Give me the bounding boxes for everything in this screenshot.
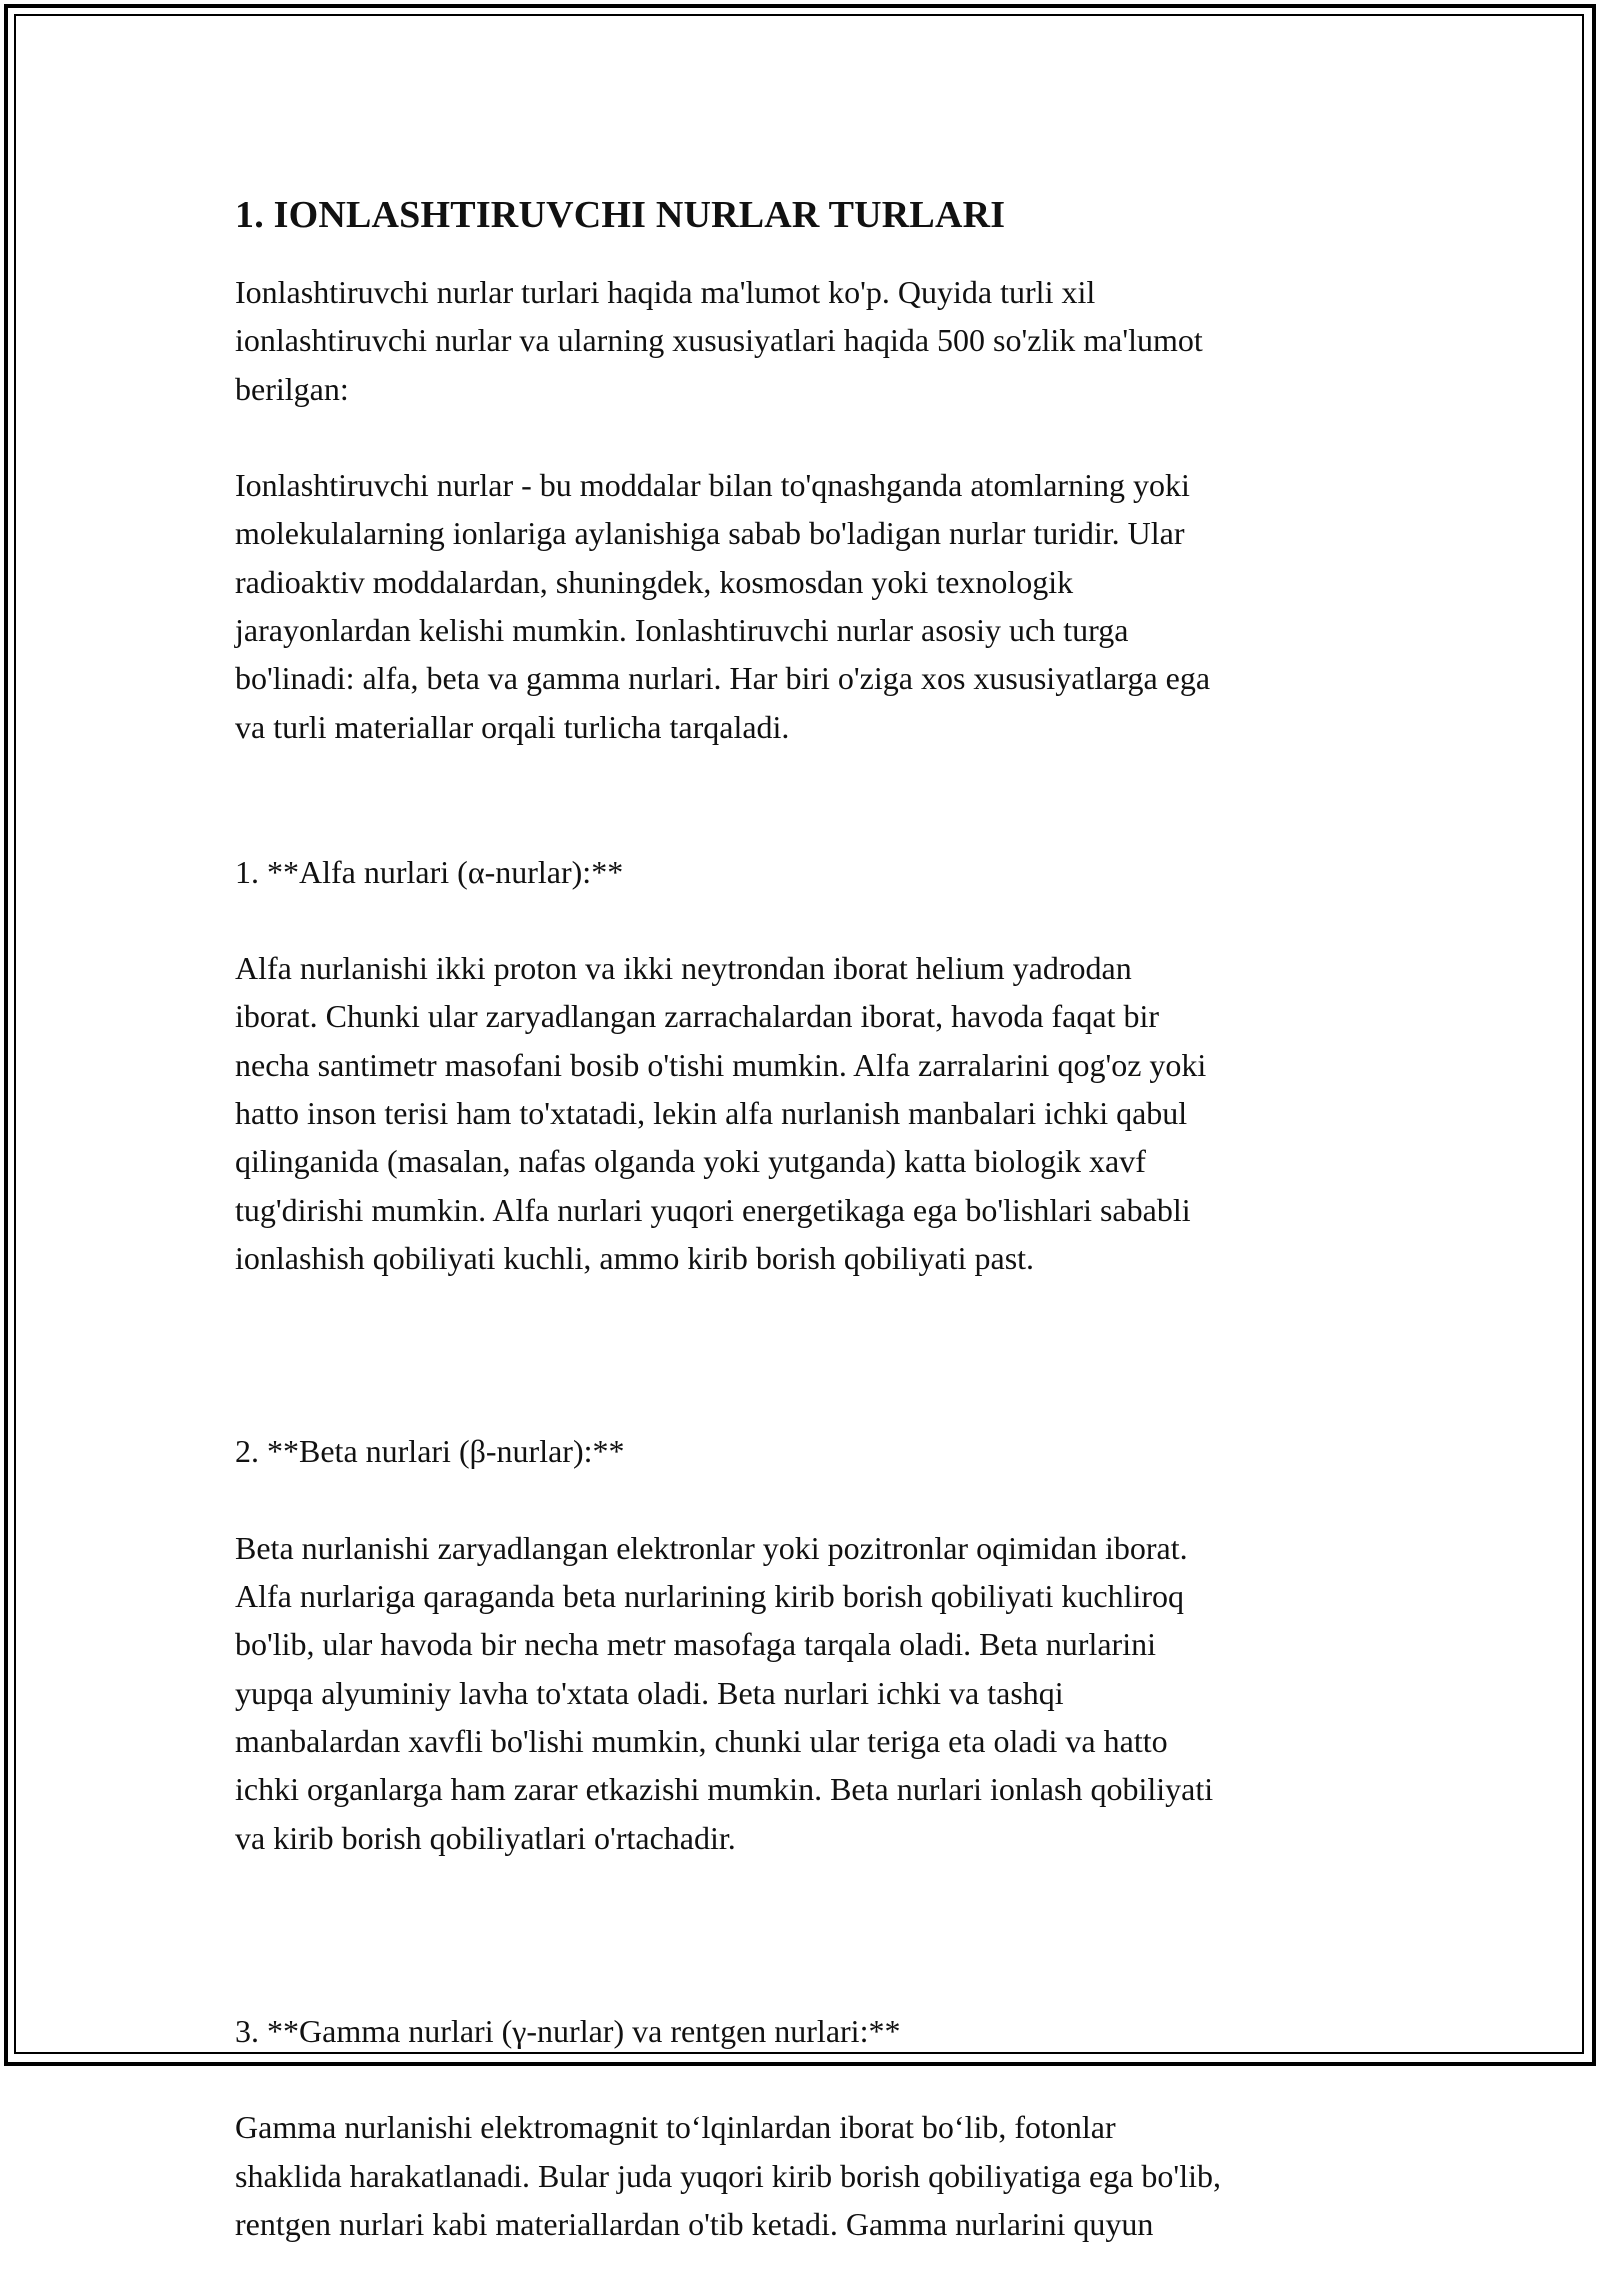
gamma-section xyxy=(235,1958,1380,2296)
alpha-text: Alfa nurlanishi ikki proton va ikki neytrondan iborat helium yadrodan iborat. Chunki ular zaryadlangan zarrachalardan iborat, havoda faqat bir necha santimetr masofani bosib o'tishi mumkin. Alfa zarralarini qog'oz yoki hatto inson terisi ham to'xtatadi, lekin alfa nurlanish manbalari ichki qabul qilinganida (masalan, nafas olganda yoki yutganda) katta biologik xavf tug'dirishi mumkin. Alfa nurlari yuqori energetikaga ega bo'lishlari sababli ionlashish qobiliyati kuchli, ammo kirib borish qobiliyati past. xyxy=(235,950,1207,1276)
document-body xyxy=(235,182,1380,2296)
gamma-text: Gamma nurlanishi elektromagnit to‘lqinlardan iborat bo‘lib, fotonlar shaklida harakatlanadi. Bular juda yuqori kirib borish qobiliyatiga ega bo'lib, rentgen nurlari kabi materiallardan o'tib ketadi. Gamma nurlarini quyun xyxy=(235,2109,1221,2242)
alpha-section xyxy=(235,799,1380,1330)
alpha-heading: 1. **Alfa nurlari (α-nurlar):** xyxy=(235,853,624,890)
definition-paragraph: Ionlashtiruvchi nurlar - bu moddalar bilan to'qnashganda atomlarning yoki molekulalarning ionlariga aylanishiga sabab bo'ladigan nurlar turidir. Ular radioaktiv moddalardan, shuningdek, kosmosdan yoki texnologik jarayonlardan kelishi mumkin. Ionlashtiruvchi nurlar asosiy uch turga bo'linadi: alfa, beta va gamma nurlari. Har biri o'ziga xos xususiyatlarga ega va turli materiallar orqali turlicha tarqaladi. xyxy=(235,467,1211,745)
document-title: 1. IONLASHTIRUVCHI NURLAR TURLARI xyxy=(235,194,1006,236)
beta-text: Beta nurlanishi zaryadlangan elektronlar yoki pozitronlar oqimidan iborat. Alfa nurlariga qaraganda beta nurlarining kirib borish qobiliyati kuchliroq bo'lib, ular havoda bir necha metr masofaga tarqala oladi. Beta nurlarini yupqa alyuminiy lavha to'xtata oladi. Beta nurlari ichki va tashqi manbalardan xavfli bo'lishi mumkin, chunki ular teriga eta oladi va hatto ichki organlarga ham zarar etkazishi mumkin. Beta nurlari ionlash qobiliyati va kirib borish qobiliyatlari o'rtachadir. xyxy=(235,1529,1214,1856)
beta-section xyxy=(235,1379,1380,1910)
intro-paragraph: Ionlashtiruvchi nurlar turlari haqida ma'lumot ko'p. Quyida turli xil ionlashtiruvchi nurlar va ularning xususiyatlari haqida 500 so'zlik ma'lumot berilgan: xyxy=(235,274,1203,407)
gamma-heading: 3. **Gamma nurlari (γ-nurlar) va rentgen nurlari:** xyxy=(235,2012,901,2049)
beta-heading: 2. **Beta nurlari (β-nurlar):** xyxy=(235,1433,625,1470)
